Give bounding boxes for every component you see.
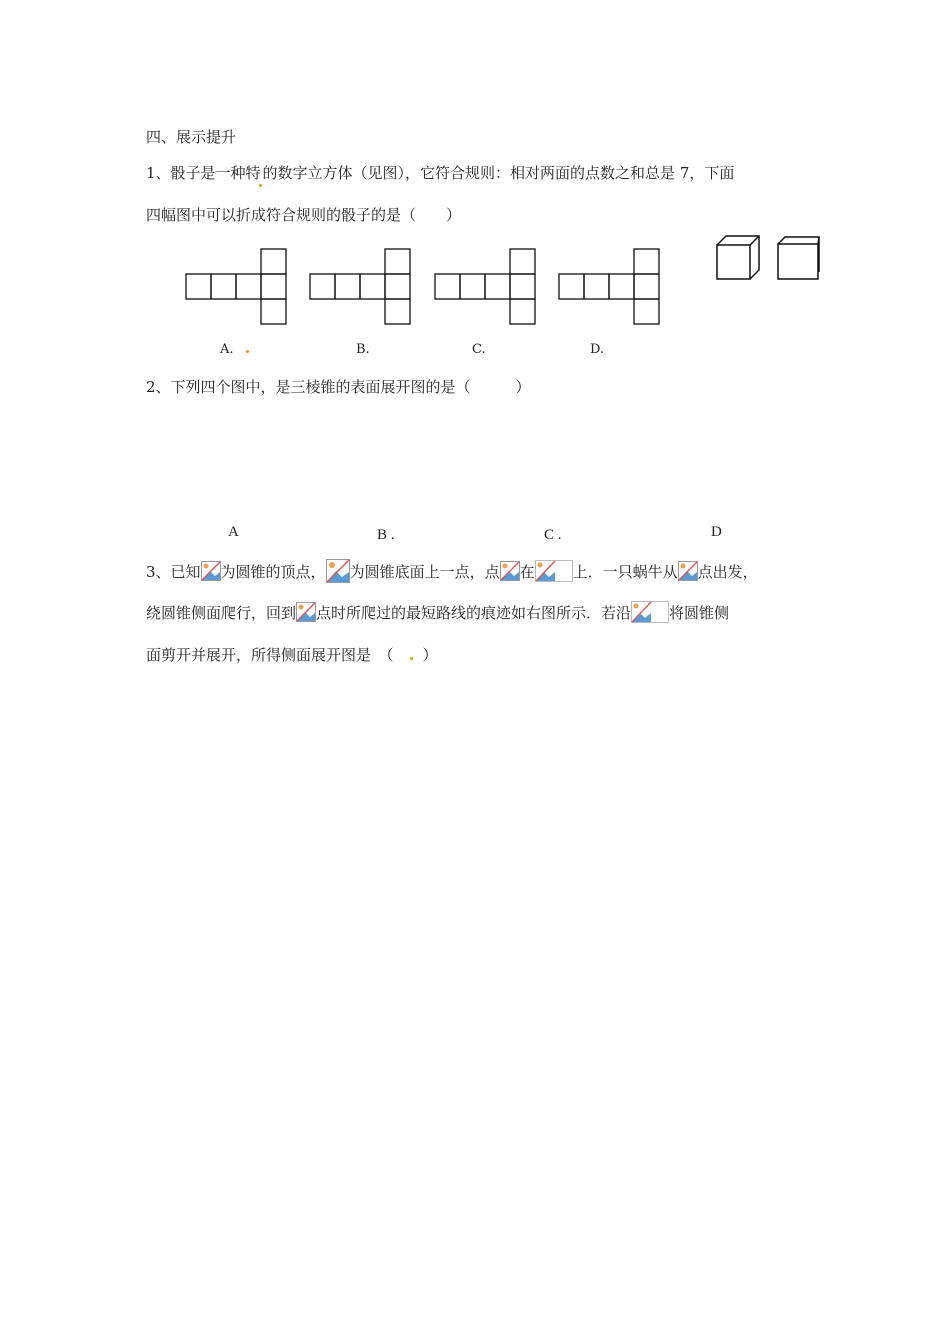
cube-net-c [434,248,536,326]
q1-line-1-part-a: 1、骰子是一种特 [146,164,261,182]
q3-text: 为圆锥底面上一点，点 [349,563,500,581]
broken-image-icon [500,561,520,581]
mark-dot [259,184,262,187]
q1-line-1 [146,163,734,183]
q3-text: 绕圆锥侧面爬行，回到 [146,604,297,622]
q2-option-d: D [711,524,722,540]
q3-text: 上．一只蜗牛从 [572,563,678,581]
cube-icon [715,234,763,282]
q3-line-1 [146,559,758,583]
option-label: A. [220,342,234,357]
section-title: 四、展示提升 [146,128,237,146]
q1-line-2: 四幅图中可以折成符合规则的骰子的是（ ） [146,206,462,224]
q3-line-3 [146,645,438,665]
cube-icon [775,234,823,282]
q3-text: 将圆锥侧 [669,604,730,622]
broken-image-icon [535,560,573,582]
q3-text: 点出发， [697,563,758,581]
q1-option-d: D. [590,342,605,357]
q1-option-b: B. [356,342,370,357]
q1-option-c: C. [472,342,486,357]
q1-option-a [220,342,249,357]
q2-option-b: B . [377,527,395,543]
broken-image-icon [296,602,316,622]
cube-net-a [185,248,287,326]
q3-line-2 [146,601,729,623]
q3-text: 点时所爬过的最短路线的痕迹如右图所示．若沿 [316,604,632,622]
broken-image-icon [678,561,698,581]
q1-line-1-part-b: 的数字立方体（见图），它符合规则：相对两面的点数之和总是 7，下面 [262,164,735,182]
q2-option-c: C . [544,527,562,543]
q2-option-a: A [228,524,239,540]
q3-text: 在 [519,563,535,581]
q3-text: 3、已知 [146,563,201,581]
cube-net-b [309,248,411,326]
broken-image-icon [201,561,221,581]
cube-net-d [558,248,660,326]
mark-dot [246,350,249,353]
broken-image-icon [631,601,669,623]
q3-text: 为圆锥的顶点， [220,563,326,581]
broken-image-icon [326,559,350,583]
q2-text: 2、下列四个图中，是三棱锥的表面展开图的是（ ） [146,378,531,396]
mark-dot [410,657,413,660]
q3-text: 面剪开并展开，所得侧面展开图是 （ [146,646,394,664]
q3-text: ） [422,646,438,664]
